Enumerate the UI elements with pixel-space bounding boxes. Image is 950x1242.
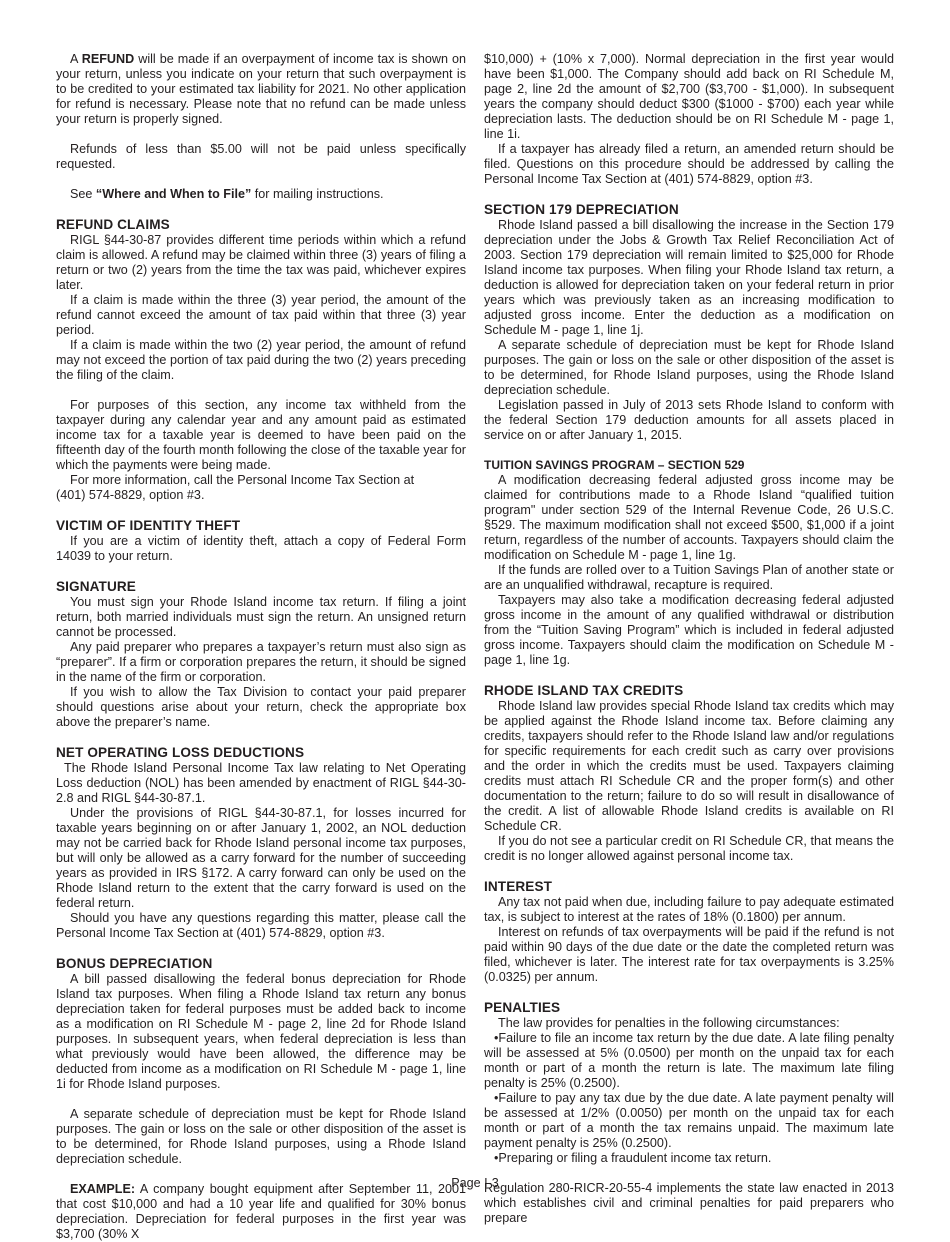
tuition-savings-heading: TUITION SAVINGS PROGRAM – SECTION 529	[484, 458, 745, 472]
tax-credits-heading: RHODE ISLAND TAX CREDITS	[484, 683, 684, 698]
refund-claims-paragraph: If a claim is made within the two (2) year period, the amount of refund may not exceed the portion of tax paid during the two (2) years preceding the filing of the claim.	[56, 338, 466, 382]
refund-claims-paragraph: If a claim is made within the three (3) year period, the amount of the refund cannot exceed the amount of tax paid within that three (3) year period.	[56, 293, 466, 337]
penalties-intro: The law provides for penalties in the following circumstances:	[498, 1016, 840, 1030]
right-column	[484, 52, 894, 1226]
bonus-depreciation-paragraph: A bill passed disallowing the federal bonus depreciation for Rhode Island tax purposes. When filing a Rhode Island tax return any bonus depreciation taken for federal purposes must be added back to income as a modification on RI Schedule M - page 2, line 2d for Rhode Island purposes. In subsequent years, when federal depreciation is less than what previously would have been allowed, the difference may be deducted from income as a modification on RI Schedule M - page 1, line 1i for Rhode Island purposes.	[56, 972, 466, 1091]
section-179-paragraph: Legislation passed in July of 2013 sets Rhode Island to conform with the federal Section 179 deduction amounts for all assets placed in service on or after January 1, 2015.	[484, 398, 894, 442]
penalty-list-item: •Failure to file an income tax return by the due date. A late filing penalty will be assessed at 5% (0.0500) per month on the unpaid tax for each month or part of a month the return is late. The maximum late filing penalty is 25% (0.2500).	[484, 1031, 894, 1090]
tax-credits-paragraph: Rhode Island law provides special Rhode Island tax credits which may be applied against the Rhode Island income tax. Before claiming any credits, taxpayers should refer to the Rhode Island law and/or regulations for specific requirements for each credit such as carry over provisions and the order in which the credits must be used. Taxpayers claiming credits must attach RI Schedule CR and the proper form(s) and other documentation to the return; failure to do so will result in disallowance of the credit. A list of allowable Rhode Island credits is available on RI Schedule CR.	[484, 699, 894, 833]
signature-paragraph: Any paid preparer who prepares a taxpayer’s return must also sign as “preparer”. If a firm or corporation prepares the return, it should be signed in the name of the firm or corporation.	[56, 640, 466, 684]
signature-paragraph: If you wish to allow the Tax Division to contact your paid preparer should questions arise about your return, check the appropriate box above the preparer’s name.	[56, 685, 466, 729]
refund-claims-phone: (401) 574-8829, option #3.	[56, 488, 205, 502]
signature-paragraph: You must sign your Rhode Island income tax return. If filing a joint return, both married individuals must sign the return. An unsigned return cannot be processed.	[56, 595, 466, 639]
interest-paragraph: Any tax not paid when due, including failure to pay adequate estimated tax, is subject to interest at the rates of 18% (0.1800) per annum.	[484, 895, 894, 924]
section-179-paragraph: Rhode Island passed a bill disallowing the increase in the Section 179 depreciation under the Jobs & Growth Tax Relief Reconciliation Act of 2003. Section 179 depreciation will remain limited to $25,000 for Rhode Island income tax purposes. When filing your Rhode Island tax return, a deduction is allowed for depreciation taken on your federal return in prior years which was previously taken as an increasing modification to adjusted gross income. Enter the deduction as a modification on Schedule M - page 1, line 1j.	[484, 218, 894, 337]
penalty-list-item: •Failure to pay any tax due by the due date. A late payment penalty will be assessed at 1/2% (0.0050) per month on the unpaid tax for each month or part of a month the tax remains unpaid. The maximum late payment penalty is 25% (0.2500).	[484, 1091, 894, 1150]
interest-paragraph: Interest on refunds of tax overpayments will be paid if the refund is not paid within 90 days of the due date or the date the completed return was filed, whichever is later. The interest rate for tax overpayments is 3.25% (0.0325) per annum.	[484, 925, 894, 984]
regulation-paragraph: Regulation 280-RICR-20-55-4 implements the state law enacted in 2013 which establishes civil and criminal penalties for paid preparers who prepare	[484, 1181, 894, 1225]
section-179-heading: SECTION 179 DEPRECIATION	[484, 202, 679, 217]
identity-theft-heading: VICTIM OF IDENTITY THEFT	[56, 518, 241, 533]
nol-paragraph: The Rhode Island Personal Income Tax law relating to Net Operating Loss deduction (NOL) has been amended by enactment of RIGL §44-30-2.8 and RIGL §44-30-87.1.	[56, 761, 466, 805]
refund-claims-paragraph: RIGL §44-30-87 provides different time periods within which a refund claim is allowed. A refund may be claimed within three (3) years of filing a return or two (2) years from the time the tax was paid, whichever expires later.	[56, 233, 466, 292]
section-179-paragraph: A separate schedule of depreciation must be kept for Rhode Island purposes. The gain or loss on the sale or other disposition of the asset is to be determined, for Rhode Island purposes, using the Rhode Island depreciation schedule.	[484, 338, 894, 397]
refund-claims-contact-line: For more information, call the Personal Income Tax Section at	[70, 473, 415, 487]
tax-credits-paragraph: If you do not see a particular credit on RI Schedule CR, that means the credit is no longer allowed against personal income tax.	[484, 834, 894, 863]
nol-paragraph: Under the provisions of RIGL §44-30-87.1, for losses incurred for taxable years beginning on or after January 1, 2002, an NOL deduction may not be carried back for Rhode Island personal income tax purposes, but will only be allowed as a carry forward for the number of succeeding years as provided in IRS §172. A carry forward can only be used on the Rhode Island return to the extent that the carry forward is used on the federal return.	[56, 806, 466, 910]
page-number: Page I-3	[451, 1176, 499, 1190]
interest-heading: INTEREST	[484, 879, 553, 894]
bonus-example-paragraph: EXAMPLE: A company bought equipment after September 11, 2001 that cost $10,000 and had a 10 year life and qualified for 30% bonus depreciation. Depreciation for federal purposes in the first year was $3,700 (30% X	[56, 1182, 466, 1241]
nol-heading: NET OPERATING LOSS DEDUCTIONS	[56, 745, 305, 760]
amended-return-paragraph: If a taxpayer has already filed a return, an amended return should be filed. Questions on this procedure should be addressed by calling the Personal Income Tax Section at (401) 574-8829, option #3.	[484, 142, 894, 186]
left-column	[56, 52, 466, 1242]
bonus-depreciation-heading: BONUS DEPRECIATION	[56, 956, 213, 971]
refund-minimum-paragraph: Refunds of less than $5.00 will not be paid unless specifically requested.	[56, 142, 466, 171]
refund-mailing-paragraph: See “Where and When to File” for mailing instructions.	[70, 187, 384, 201]
tuition-savings-paragraph: A modification decreasing federal adjusted gross income may be claimed for contributions made to a Rhode Island “qualified tuition program" under section 529 of the Internal Revenue Code, 26 U.S.C. §529. The maximum modification shall not exceed $500, $1,000 if a joint return, regardless of the number of accounts. Taxpayers should claim the modification on Schedule M - page 1, line 1g.	[484, 473, 894, 562]
refund-paragraph: A REFUND will be made if an overpayment of income tax is shown on your return, unless you indicate on your return that such overpayment is to be credited to your estimated tax liability for 2021. No other application for refund is necessary. Please note that no refund can be made unless your return is properly signed.	[56, 52, 466, 126]
penalties-heading: PENALTIES	[484, 1000, 561, 1015]
identity-theft-paragraph: If you are a victim of identity theft, attach a copy of Federal Form 14039 to your return.	[56, 534, 466, 563]
penalty-list-item: •Preparing or filing a fraudulent income tax return.	[494, 1151, 772, 1165]
bonus-example-continued: $10,000) + (10% x 7,000). Normal depreciation in the first year would have been $1,000. The Company should add back on RI Schedule M, page 2, line 2d the amount of $2,700 ($3,700 - $1,000). In subsequent years the company should deduct $300 ($1000 - $700) each year while depreciation lasts. The deduction should be on RI Schedule M - page 1, line 1i.	[484, 52, 894, 141]
tuition-savings-paragraph: Taxpayers may also take a modification decreasing federal adjusted gross income in the amount of any qualified withdrawal or distribution from the “Tuition Saving Program” which is included in federal adjusted gross income. Taxpayers should claim the modification on Schedule M - page 1, line 1g.	[484, 593, 894, 667]
signature-heading: SIGNATURE	[56, 579, 136, 594]
nol-paragraph: Should you have any questions regarding this matter, please call the Personal Income Tax Section at (401) 574-8829, option #3.	[56, 911, 466, 940]
refund-claims-heading: REFUND CLAIMS	[56, 217, 170, 232]
tuition-savings-paragraph: If the funds are rolled over to a Tuition Savings Plan of another state or are an unqualified withdrawal, recapture is required.	[484, 563, 894, 592]
refund-claims-paragraph: For purposes of this section, any income tax withheld from the taxpayer during any calendar year and any amount paid as estimated income tax for a taxable year is deemed to have been paid on the fifteenth day of the fourth month following the close of the taxable year for which the payments were being made.	[56, 398, 466, 472]
bonus-depreciation-paragraph: A separate schedule of depreciation must be kept for Rhode Island purposes. The gain or loss on the sale or other disposition of the asset is to be determined, for Rhode Island purposes, using a Rhode Island depreciation schedule.	[56, 1107, 466, 1166]
